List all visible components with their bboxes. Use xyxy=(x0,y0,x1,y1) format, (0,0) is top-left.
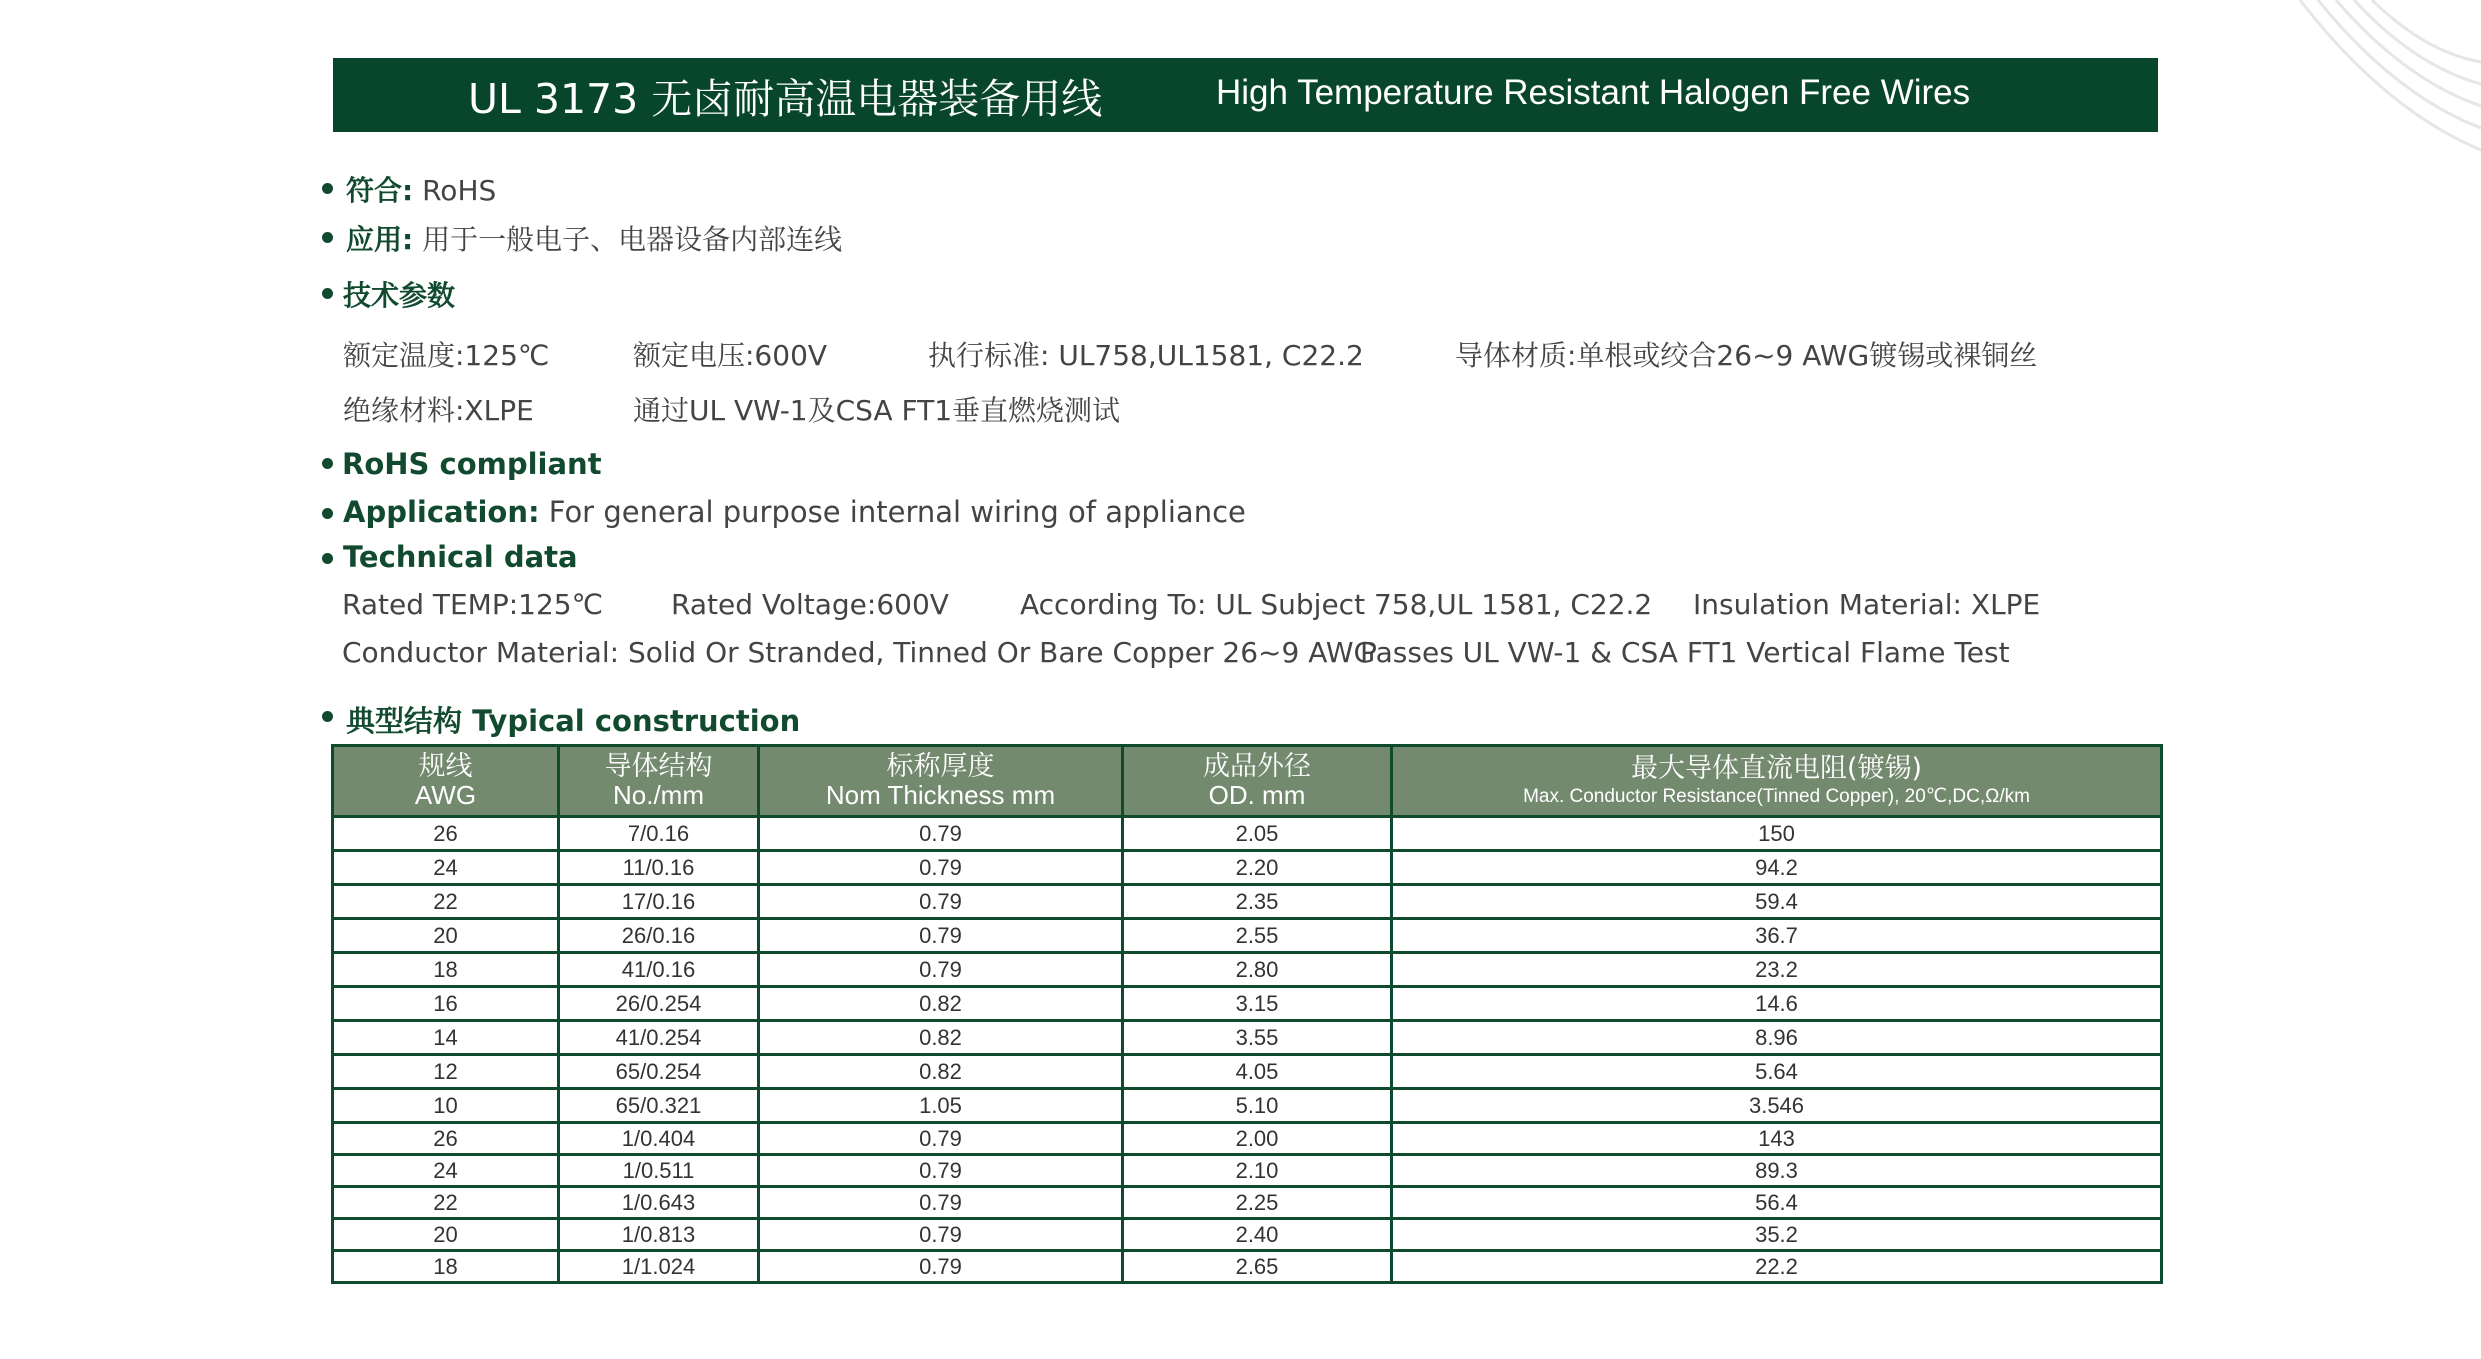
cell-conductor: 1/0.511 xyxy=(559,1155,759,1187)
cell-thickness: 0.79 xyxy=(759,1123,1123,1155)
cell-thickness: 0.82 xyxy=(759,987,1123,1021)
compliance-line xyxy=(346,169,496,209)
spec-insulation-cn: 绝缘材料:XLPE xyxy=(343,394,534,427)
header-cn: 规线 xyxy=(418,751,473,783)
cell-od: 4.05 xyxy=(1123,1055,1392,1089)
cell-thickness: 0.79 xyxy=(759,919,1123,953)
cell-conductor: 26/0.16 xyxy=(559,919,759,953)
table-row xyxy=(333,1123,2162,1155)
cell-resistance: 56.4 xyxy=(1392,1187,2162,1219)
bullet-icon xyxy=(322,232,333,243)
cell-od: 2.65 xyxy=(1123,1251,1392,1283)
construction-table xyxy=(331,744,2163,1284)
cell-od: 2.80 xyxy=(1123,953,1392,987)
cell-thickness: 0.79 xyxy=(759,817,1123,851)
cell-thickness: 0.79 xyxy=(759,885,1123,919)
header-thickness xyxy=(759,746,1123,817)
spec-rated-voltage-cn: 额定电压:600V xyxy=(633,339,828,372)
cell-conductor: 41/0.254 xyxy=(559,1021,759,1055)
cell-od: 2.00 xyxy=(1123,1123,1392,1155)
table-row xyxy=(333,1187,2162,1219)
cell-thickness: 0.82 xyxy=(759,1021,1123,1055)
cell-thickness: 0.79 xyxy=(759,1219,1123,1251)
application-cn-line xyxy=(346,218,842,258)
header-awg xyxy=(333,746,559,817)
header-cn: 成品外径 xyxy=(1203,751,1311,783)
cell-conductor: 1/1.024 xyxy=(559,1251,759,1283)
cell-resistance: 3.546 xyxy=(1392,1089,2162,1123)
cell-conductor: 65/0.321 xyxy=(559,1089,759,1123)
cell-thickness: 0.79 xyxy=(759,1155,1123,1187)
cell-thickness: 0.79 xyxy=(759,1251,1123,1283)
header-cn: 导体结构 xyxy=(604,751,713,783)
cell-conductor: 1/0.813 xyxy=(559,1219,759,1251)
cell-awg: 18 xyxy=(333,1251,559,1283)
cell-od: 5.10 xyxy=(1123,1089,1392,1123)
rohs-compliant: RoHS compliant xyxy=(342,447,602,481)
cell-awg: 20 xyxy=(333,919,559,953)
bullet-icon xyxy=(322,183,333,194)
cell-od: 3.15 xyxy=(1123,987,1392,1021)
header-en: OD. mm xyxy=(1208,779,1306,810)
title-bar xyxy=(333,58,2158,132)
construction-title: 典型结构 Typical construction xyxy=(346,704,801,738)
application-en-value: For general purpose internal wiring of appliance xyxy=(548,495,1246,529)
cell-awg: 16 xyxy=(333,987,559,1021)
bullet-icon xyxy=(322,288,333,299)
cell-conductor: 26/0.254 xyxy=(559,987,759,1021)
table-row xyxy=(333,885,2162,919)
table-row xyxy=(333,987,2162,1021)
cell-awg: 22 xyxy=(333,1187,559,1219)
cell-thickness: 0.79 xyxy=(759,851,1123,885)
cell-resistance: 8.96 xyxy=(1392,1021,2162,1055)
cell-conductor: 11/0.16 xyxy=(559,851,759,885)
cell-conductor: 65/0.254 xyxy=(559,1055,759,1089)
bullet-icon xyxy=(322,508,333,519)
cell-od: 2.05 xyxy=(1123,817,1392,851)
header-conductor xyxy=(559,746,759,817)
cell-awg: 12 xyxy=(333,1055,559,1089)
tech-cn-label: 技术参数 xyxy=(343,279,456,312)
spec-rated-temp-cn: 额定温度:125℃ xyxy=(343,339,550,372)
compliance-value: RoHS xyxy=(422,174,497,207)
cell-conductor: 1/0.404 xyxy=(559,1123,759,1155)
table-row xyxy=(333,1219,2162,1251)
header-en: Max. Conductor Resistance(Tinned Copper), 20℃,DC,Ω/km xyxy=(1523,786,2030,808)
cell-awg: 24 xyxy=(333,851,559,885)
tech-en-label: Technical data xyxy=(343,540,578,574)
cell-conductor: 7/0.16 xyxy=(559,817,759,851)
cell-od: 2.25 xyxy=(1123,1187,1392,1219)
spec-flame-cn: 通过UL VW-1及CSA FT1垂直燃烧测试 xyxy=(633,394,1121,427)
bullet-icon xyxy=(322,711,333,722)
cell-od: 2.55 xyxy=(1123,919,1392,953)
header-en: AWG xyxy=(414,779,477,810)
cell-conductor: 41/0.16 xyxy=(559,953,759,987)
header-cn: 最大导体直流电阻(镀锡) xyxy=(1630,752,1923,784)
cell-od: 2.35 xyxy=(1123,885,1392,919)
cell-resistance: 143 xyxy=(1392,1123,2162,1155)
cell-awg: 20 xyxy=(333,1219,559,1251)
header-cn: 标称厚度 xyxy=(886,751,995,783)
cell-thickness: 1.05 xyxy=(759,1089,1123,1123)
cell-resistance: 36.7 xyxy=(1392,919,2162,953)
cell-resistance: 5.64 xyxy=(1392,1055,2162,1089)
header-od xyxy=(1123,746,1392,817)
cell-od: 2.40 xyxy=(1123,1219,1392,1251)
cell-resistance: 23.2 xyxy=(1392,953,2162,987)
header-en: No./mm xyxy=(613,779,704,810)
cell-conductor: 17/0.16 xyxy=(559,885,759,919)
bullet-icon xyxy=(322,553,333,564)
spec-conductor-cn: 导体材质:单根或绞合26~9 AWG镀锡或裸铜丝 xyxy=(1455,339,2038,372)
title-english: High Temperature Resistant Halogen Free Wires xyxy=(1216,73,1971,112)
application-cn-label: 应用: xyxy=(346,223,414,256)
spec-according-en: According To: UL Subject 758,UL 1581, C22.2 xyxy=(1020,588,1653,621)
compliance-label: 符合: xyxy=(346,174,414,207)
header-en: Nom Thickness mm xyxy=(825,779,1056,810)
cell-od: 2.20 xyxy=(1123,851,1392,885)
table-row xyxy=(333,953,2162,987)
header-resistance xyxy=(1392,746,2162,817)
cell-thickness: 0.79 xyxy=(759,1187,1123,1219)
application-cn-value: 用于一般电子、电器设备内部连线 xyxy=(422,223,843,256)
table-row xyxy=(333,1155,2162,1187)
table-row xyxy=(333,1089,2162,1123)
cell-resistance: 59.4 xyxy=(1392,885,2162,919)
cell-awg: 22 xyxy=(333,885,559,919)
cell-od: 2.10 xyxy=(1123,1155,1392,1187)
cell-resistance: 94.2 xyxy=(1392,851,2162,885)
cell-conductor: 1/0.643 xyxy=(559,1187,759,1219)
cell-awg: 10 xyxy=(333,1089,559,1123)
cell-resistance: 22.2 xyxy=(1392,1251,2162,1283)
table-row xyxy=(333,1251,2162,1283)
table-row xyxy=(333,1021,2162,1055)
spec-rated-temp-en: Rated TEMP:125℃ xyxy=(342,588,604,621)
cell-resistance: 150 xyxy=(1392,817,2162,851)
cell-thickness: 0.79 xyxy=(759,953,1123,987)
cell-awg: 26 xyxy=(333,1123,559,1155)
cell-resistance: 14.6 xyxy=(1392,987,2162,1021)
table-row xyxy=(333,851,2162,885)
application-en-label: Application: xyxy=(343,495,540,529)
table-header-row xyxy=(333,746,2162,817)
title-chinese: UL 3173 无卤耐高温电器装备用线 xyxy=(468,75,1103,123)
cell-awg: 26 xyxy=(333,817,559,851)
spec-conductor-en: Conductor Material: Solid Or Stranded, Tinned Or Bare Copper 26~9 AWG xyxy=(342,636,1376,669)
cell-awg: 18 xyxy=(333,953,559,987)
table-row xyxy=(333,817,2162,851)
cell-resistance: 89.3 xyxy=(1392,1155,2162,1187)
spec-flame-en: Passes UL VW-1 & CSA FT1 Vertical Flame Test xyxy=(1360,636,2010,669)
application-en-line xyxy=(343,495,1246,529)
table-row xyxy=(333,919,2162,953)
cell-awg: 14 xyxy=(333,1021,559,1055)
table-row xyxy=(333,1055,2162,1089)
cell-resistance: 35.2 xyxy=(1392,1219,2162,1251)
spec-standard-cn: 执行标准: UL758,UL1581, C22.2 xyxy=(928,339,1364,372)
cell-thickness: 0.82 xyxy=(759,1055,1123,1089)
cell-od: 3.55 xyxy=(1123,1021,1392,1055)
bullet-icon xyxy=(322,458,333,469)
spec-insulation-en: Insulation Material: XLPE xyxy=(1693,588,2041,621)
cell-awg: 24 xyxy=(333,1155,559,1187)
spec-rated-voltage-en: Rated Voltage:600V xyxy=(671,588,949,621)
